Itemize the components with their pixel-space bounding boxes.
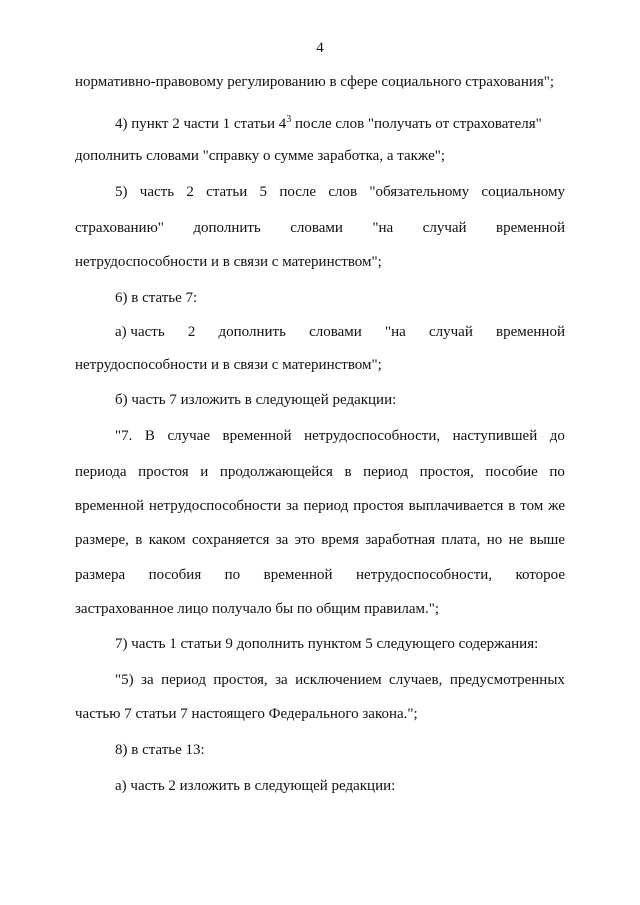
text-line: б) часть 7 изложить в следующей редакции: (115, 392, 397, 408)
word: том (520, 498, 544, 514)
text-line: 8) в статье 13: (115, 742, 205, 758)
word: за (275, 532, 289, 548)
word: предусмотренных (449, 672, 565, 688)
justified-line (75, 531, 565, 549)
word: а) часть (115, 324, 165, 340)
text-line: 7) часть 1 статьи 9 дополнить пунктом 5 следующего содержания: (115, 636, 539, 652)
word: социальному (481, 184, 565, 200)
word: простоя, (213, 672, 268, 688)
justified-line (75, 497, 565, 515)
word: случай (422, 220, 467, 236)
word: период (363, 464, 409, 480)
word: случай (428, 324, 473, 340)
word: 5 (259, 184, 268, 200)
word: выше (529, 532, 565, 548)
text-line: 6) в статье 7: (115, 290, 198, 306)
word: в (508, 498, 516, 514)
word: нетрудоспособности, (356, 567, 493, 583)
text-line: дополнить словами "справку о сумме заработка, а также"; (75, 148, 446, 164)
justified-line (75, 219, 565, 237)
word: заработная (365, 532, 436, 548)
word: "обязательному (369, 184, 470, 200)
superscript: 3 (286, 114, 292, 125)
word: наступившей (452, 428, 538, 444)
text-line: нормативно-правовому регулированию в сфере социального страхования"; (75, 74, 555, 90)
word: случаев, (389, 672, 443, 688)
word: "5) (115, 672, 134, 688)
word: плата, (441, 532, 481, 548)
word: за (141, 672, 154, 688)
word: 2 (187, 324, 196, 340)
word: словами (309, 324, 362, 340)
justified-line (75, 566, 565, 584)
word: в (135, 532, 143, 548)
text-line: застрахованное лицо получало бы по общим правилам."; (75, 601, 440, 617)
word: но (486, 532, 503, 548)
text-line: а) часть 2 изложить в следующей редакции: (115, 778, 396, 794)
word: словами (290, 220, 343, 236)
word: по (549, 464, 565, 480)
text-line: нетрудоспособности и в связи с материнством"; (75, 254, 382, 270)
word: по (224, 567, 241, 583)
word: временной (263, 567, 333, 583)
word: за (275, 672, 288, 688)
word: дополнить (193, 220, 261, 236)
word: до (549, 428, 565, 444)
word: исключением (295, 672, 382, 688)
word: 2 (186, 184, 194, 200)
word: "на (372, 220, 394, 236)
word: нетрудоспособности, (304, 428, 441, 444)
word: В (144, 428, 155, 444)
word: временной (496, 220, 565, 236)
word: нетрудоспособности (148, 498, 282, 514)
word: размера (75, 567, 126, 583)
word: пособие (485, 464, 538, 480)
word: каком (148, 532, 186, 548)
word: за (285, 498, 299, 514)
justified-line (115, 671, 565, 689)
word: периода (75, 464, 127, 480)
word: случае (167, 428, 210, 444)
word: часть (139, 184, 175, 200)
word: в (344, 464, 352, 480)
text-fragment: после слов "получать от страхователя" (291, 116, 542, 132)
word: и (200, 464, 209, 480)
word: страхованию" (75, 220, 164, 236)
word: "на (384, 324, 406, 340)
word: статьи (206, 184, 248, 200)
word: это (294, 532, 315, 548)
word: период (161, 672, 206, 688)
justified-line (115, 323, 565, 341)
word: временной (75, 498, 144, 514)
justified-line (115, 183, 565, 201)
word: слов (328, 184, 358, 200)
page-number: 4 (316, 40, 324, 56)
word: время (321, 532, 359, 548)
word: временной (496, 324, 565, 340)
justified-line (115, 427, 565, 445)
word: которое (515, 567, 565, 583)
word: выплачивается (408, 498, 504, 514)
word: пособия (148, 567, 202, 583)
word: не (508, 532, 524, 548)
word: дополнить (218, 324, 286, 340)
word: простоя, (419, 464, 474, 480)
word: после (279, 184, 317, 200)
word: 5) (115, 184, 128, 200)
justified-line (75, 463, 565, 481)
word: временной (222, 428, 292, 444)
word: "7. (115, 428, 133, 444)
word: простоя (138, 464, 189, 480)
text-fragment: 4) пункт 2 части 1 статьи 4 (115, 116, 287, 132)
word: размере, (75, 532, 129, 548)
text-line: нетрудоспособности и в связи с материнством"; (75, 357, 382, 373)
text-line: частью 7 статьи 7 настоящего Федерального закона."; (75, 706, 418, 722)
word: же (548, 498, 565, 514)
word: период (303, 498, 349, 514)
text-line (115, 115, 542, 133)
word: простоя (353, 498, 404, 514)
word: сохраняется (192, 532, 270, 548)
word: продолжающейся (219, 464, 333, 480)
